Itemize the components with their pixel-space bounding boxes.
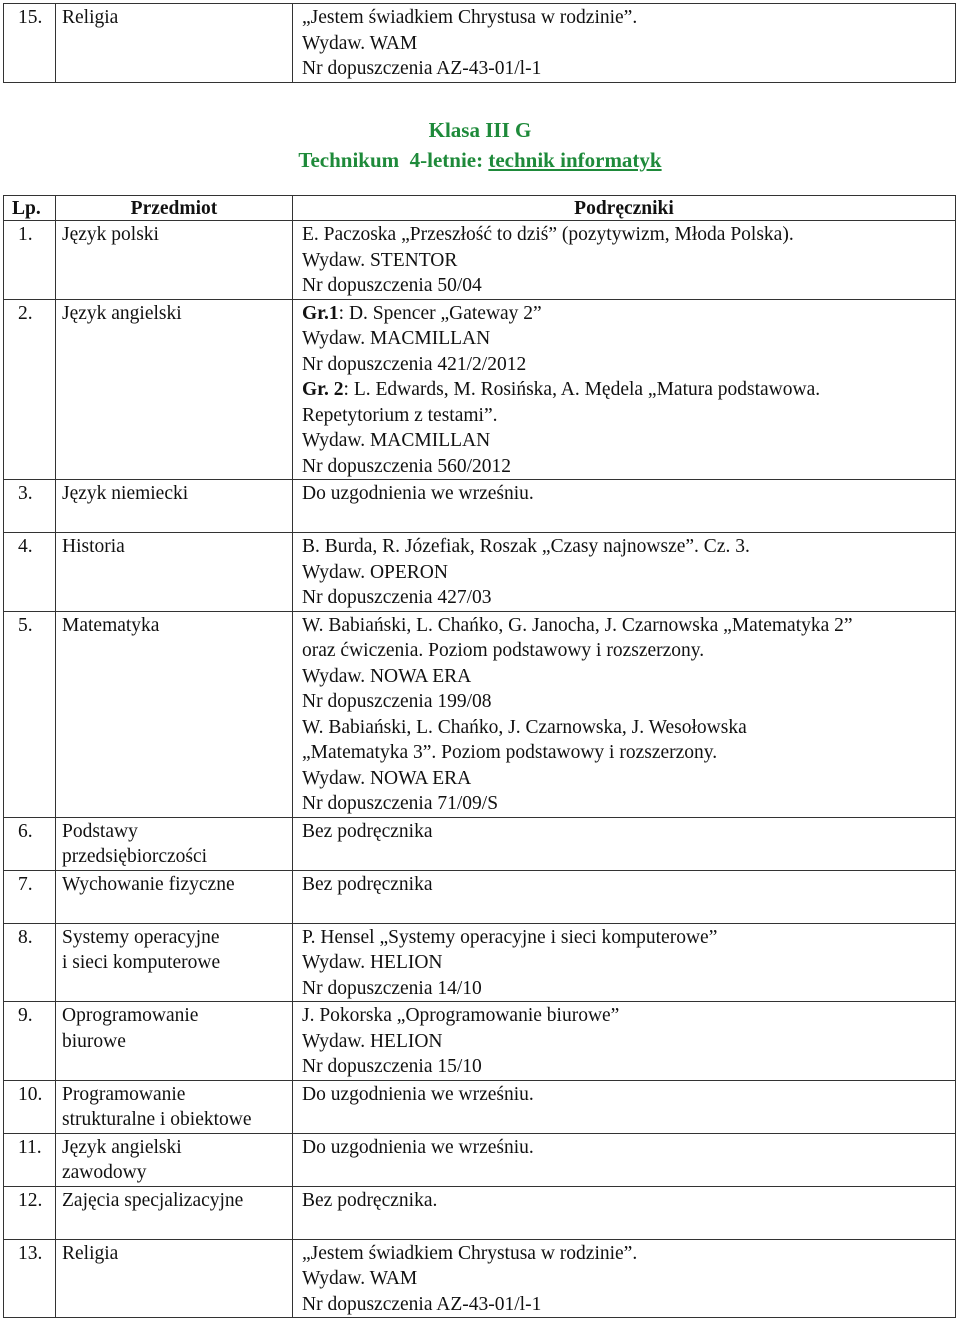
subject-line: przedsiębiorczości bbox=[62, 846, 208, 867]
subject-line: Język niemiecki bbox=[62, 483, 189, 504]
textbook-line: „Matematyka 3”. Poziom podstawowy i rozszerzony. bbox=[302, 742, 718, 763]
table-row bbox=[4, 1186, 956, 1239]
subject-line: zawodowy bbox=[62, 1162, 147, 1183]
textbook-cell bbox=[293, 533, 956, 612]
textbook-line: Wydaw. MACMILLAN bbox=[302, 430, 491, 451]
textbook-line bbox=[302, 507, 949, 533]
subject-cell bbox=[56, 1080, 293, 1133]
textbook-line: Bez podręcznika bbox=[302, 820, 433, 842]
textbook-line: Bez podręcznika. bbox=[302, 1189, 438, 1211]
textbook-cell bbox=[293, 611, 956, 817]
subject-cell bbox=[56, 1186, 293, 1239]
textbook-line: W. Babiański, L. Chańko, G. Janocha, J. Czarnowska „Matematyka 2” bbox=[302, 614, 853, 636]
subject-cell bbox=[56, 1239, 293, 1318]
textbook-line: Bez podręcznika bbox=[302, 873, 433, 895]
textbook-text: : L. Edwards, M. Rosińska, A. Mędela „Matura podstawowa. bbox=[343, 379, 821, 400]
subject-line: Język angielski bbox=[62, 1136, 182, 1158]
table-row bbox=[4, 817, 956, 870]
table-row bbox=[4, 299, 956, 480]
textbook-cell bbox=[293, 1133, 956, 1186]
row-number: 12. bbox=[4, 1186, 56, 1239]
row-number: 3. bbox=[4, 480, 56, 533]
table-row bbox=[4, 4, 956, 83]
row-number: 5. bbox=[4, 611, 56, 817]
textbook-cell bbox=[293, 480, 956, 533]
textbook-line bbox=[302, 301, 949, 327]
subject-cell bbox=[56, 533, 293, 612]
textbook-line: Wydaw. NOWA ERA bbox=[302, 767, 472, 789]
table-row bbox=[4, 221, 956, 300]
row-number: 2. bbox=[4, 299, 56, 480]
subject-line: strukturalne i obiektowe bbox=[62, 1109, 252, 1130]
school-heading bbox=[0, 145, 960, 175]
textbook-line: Wydaw. STENTOR bbox=[302, 249, 458, 271]
subject-line: biurowe bbox=[62, 1030, 126, 1052]
row-number: 11. bbox=[4, 1133, 56, 1186]
subject-line: Systemy operacyjne bbox=[62, 926, 220, 948]
textbook-line: Nr dopuszczenia 71/09/S bbox=[302, 793, 499, 814]
subject-line: Język angielski bbox=[62, 302, 182, 324]
textbook-line bbox=[302, 377, 949, 403]
group-label: Gr.1 bbox=[302, 302, 339, 324]
textbook-line: Nr dopuszczenia 560/2012 bbox=[302, 455, 512, 477]
row-number: 8. bbox=[4, 923, 56, 1002]
header-lp: Lp. bbox=[4, 196, 56, 221]
header-subject: Przedmiot bbox=[56, 196, 293, 221]
textbook-line: B. Burda, R. Józefiak, Roszak „Czasy najnowsze”. Cz. 3. bbox=[302, 536, 750, 557]
table-row bbox=[4, 1002, 956, 1081]
textbook-cell bbox=[293, 1080, 956, 1133]
textbook-line: P. Hensel „Systemy operacyjne i sieci komputerowe” bbox=[302, 926, 718, 948]
textbook-line bbox=[302, 1213, 949, 1239]
subject-line: Historia bbox=[62, 536, 125, 557]
subject-line: Oprogramowanie bbox=[62, 1005, 199, 1026]
subject-cell bbox=[56, 480, 293, 533]
textbook-line: Wydaw. HELION bbox=[302, 952, 443, 973]
table-row bbox=[4, 870, 956, 923]
table-row bbox=[4, 480, 956, 533]
textbook-line: Do uzgodnienia we wrześniu. bbox=[302, 1083, 534, 1105]
subject-line: Podstawy bbox=[62, 820, 138, 842]
subject-line: Język polski bbox=[62, 224, 159, 245]
textbook-line: Do uzgodnienia we wrześniu. bbox=[302, 483, 534, 504]
textbook-cell bbox=[293, 1239, 956, 1318]
table-row bbox=[4, 611, 956, 817]
subject-line: i sieci komputerowe bbox=[62, 952, 221, 973]
textbook-line: Wydaw. WAM bbox=[302, 1268, 418, 1289]
textbook-cell bbox=[293, 221, 956, 300]
textbook-text: : D. Spencer „Gateway 2” bbox=[338, 302, 542, 324]
textbook-table bbox=[3, 195, 956, 1318]
textbook-line: „Jestem świadkiem Chrystusa w rodzinie”. bbox=[302, 1242, 638, 1264]
textbook-line: Nr dopuszczenia 427/03 bbox=[302, 587, 492, 608]
table-row bbox=[4, 1080, 956, 1133]
textbook-line: W. Babiański, L. Chańko, J. Czarnowska, J. Wesołowska bbox=[302, 716, 747, 738]
textbook-line: Nr dopuszczenia 15/10 bbox=[302, 1056, 482, 1077]
table-row bbox=[4, 533, 956, 612]
textbook-line: Nr dopuszczenia 14/10 bbox=[302, 977, 482, 999]
textbook-line: Wydaw. NOWA ERA bbox=[302, 665, 472, 687]
row-number: 1. bbox=[4, 221, 56, 300]
row-number: 10. bbox=[4, 1080, 56, 1133]
group-label: Gr. 2 bbox=[302, 379, 344, 400]
subject-line: Programowanie bbox=[62, 1083, 186, 1105]
school-type: Technikum 4-letnie: bbox=[298, 148, 489, 172]
textbook-cell bbox=[293, 1186, 956, 1239]
subject-cell bbox=[56, 611, 293, 817]
table-row bbox=[4, 1239, 956, 1318]
row-number: 6. bbox=[4, 817, 56, 870]
textbook-line: Nr dopuszczenia 50/04 bbox=[302, 275, 482, 296]
subject-line: Zajęcia specjalizacyjne bbox=[62, 1189, 244, 1211]
textbook-line: Nr dopuszczenia 421/2/2012 bbox=[302, 353, 527, 375]
table-row bbox=[4, 1133, 956, 1186]
textbook-cell bbox=[293, 870, 956, 923]
row-number: 13. bbox=[4, 1239, 56, 1318]
subject-line: Religia bbox=[62, 1242, 119, 1264]
textbook-line: Nr dopuszczenia 199/08 bbox=[302, 691, 492, 712]
textbook-line: Wydaw. HELION bbox=[302, 1030, 443, 1052]
class-heading: Klasa III G bbox=[428, 118, 532, 142]
textbook-line: Repetytorium z testami”. bbox=[302, 404, 498, 426]
subject-cell: Religia bbox=[56, 4, 293, 83]
school-profile: technik informatyk bbox=[488, 148, 662, 172]
row-number: 9. bbox=[4, 1002, 56, 1081]
subject-cell bbox=[56, 1133, 293, 1186]
textbook-cell bbox=[293, 1002, 956, 1081]
subject-cell bbox=[56, 923, 293, 1002]
textbook-line: Wydaw. OPERON bbox=[302, 561, 448, 583]
row-number: 7. bbox=[4, 870, 56, 923]
subject-line: Matematyka bbox=[62, 614, 160, 636]
textbook-cell bbox=[293, 817, 956, 870]
textbook-line: oraz ćwiczenia. Poziom podstawowy i rozszerzony. bbox=[302, 640, 705, 661]
textbook-cell bbox=[293, 299, 956, 480]
subject-cell bbox=[56, 1002, 293, 1081]
previous-class-table-fragment bbox=[3, 3, 956, 83]
textbook-line: „Jestem świadkiem Chrystusa w rodzinie”. bbox=[302, 7, 638, 28]
row-number: 4. bbox=[4, 533, 56, 612]
textbook-line: Wydaw. WAM bbox=[302, 32, 418, 54]
subject-cell bbox=[56, 221, 293, 300]
subject-cell bbox=[56, 299, 293, 480]
subject-cell bbox=[56, 817, 293, 870]
table-row bbox=[4, 923, 956, 1002]
textbook-cell bbox=[293, 4, 956, 83]
row-number: 15. bbox=[4, 4, 56, 83]
textbook-line: J. Pokorska „Oprogramowanie biurowe” bbox=[302, 1005, 620, 1026]
textbook-cell bbox=[293, 923, 956, 1002]
textbook-line bbox=[302, 897, 949, 923]
header-textbooks: Podręczniki bbox=[293, 196, 956, 221]
textbook-line: Do uzgodnienia we wrześniu. bbox=[302, 1136, 534, 1158]
textbook-line: E. Paczoska „Przeszłość to dziś” (pozytywizm, Młoda Polska). bbox=[302, 224, 794, 245]
table-header-row bbox=[4, 196, 956, 221]
subject-line: Wychowanie fizyczne bbox=[62, 873, 235, 895]
subject-cell bbox=[56, 870, 293, 923]
textbook-line: Nr dopuszczenia AZ-43-01/l-1 bbox=[302, 58, 542, 79]
textbook-line: Wydaw. MACMILLAN bbox=[302, 328, 491, 349]
textbook-line: Nr dopuszczenia AZ-43-01/l-1 bbox=[302, 1293, 542, 1315]
